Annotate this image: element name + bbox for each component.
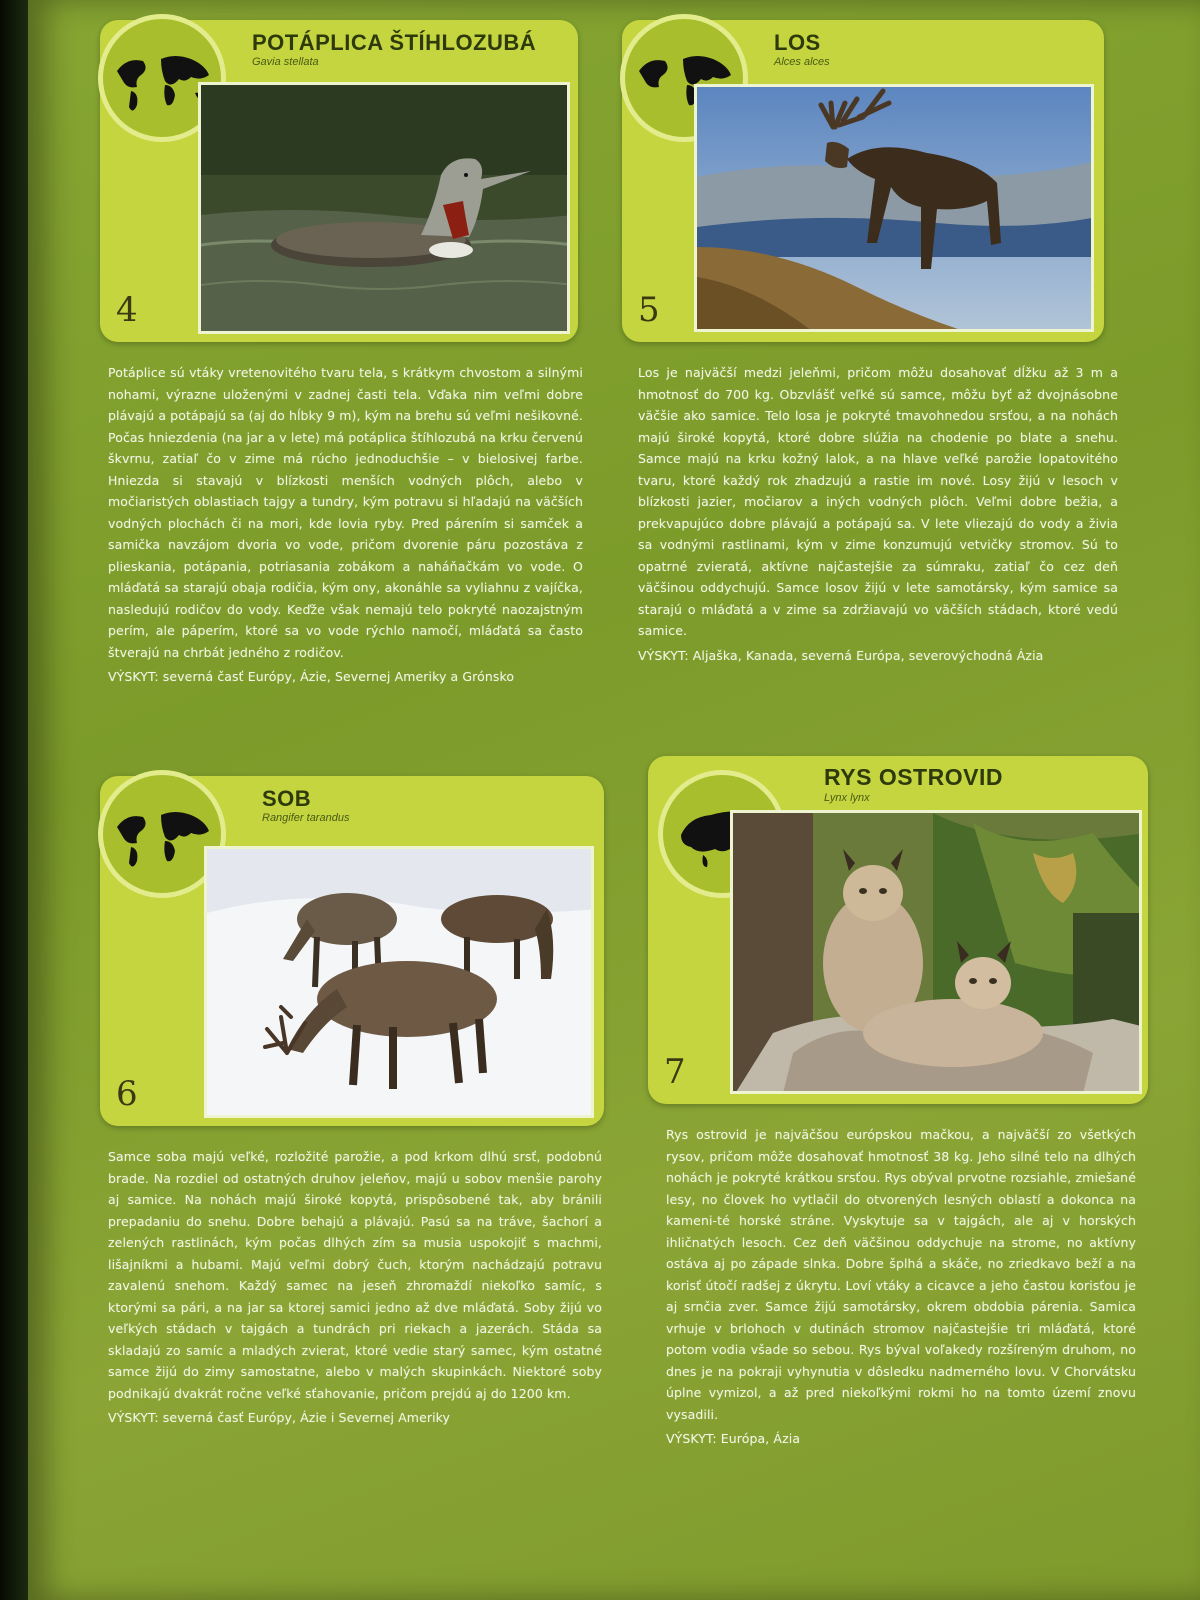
card-number: 4 <box>116 290 138 330</box>
occurrence-text: VÝSKYT: severná časť Európy, Ázie i Severnej Ameriky <box>108 1410 451 1425</box>
card-moose <box>622 20 1104 342</box>
card-number: 5 <box>638 290 660 330</box>
card-number: 7 <box>664 1052 686 1092</box>
description-text: Los je najväčší medzi jeleňmi, pričom môžu dosahovať dĺžku až 3 m a hmotnosť do 700 kg. Obzvlášť veľké sú samce, môžu byť až dvojnásobne väčšie ako samice. Telo losa je pokryté tmavohnedou srsťou, a na nohách majú široké kopytá, ktoré dobre slúžia na chodenie po blate a snehu. Samce majú na krku kožný lalok, a na hlave veľké parožie lopatovitého tvaru, ktoré každý rok zhadzujú a rastie im nové. Losy žijú v lesoch v blízkosti jazier, močiarov a iných vodných plôch. Veľmi dobre bežia, a prekvapujúco dobre plávajú a potápajú sa. V lete vliezajú do vody a živia sa vodnými rastlinami, kým v zime konzumujú vetvičky stromov. Sú to opatrné zvieratá, aktívne najčastejšie za súmraku, zatiaľ čo cez deň väčšinou oddychujú. Samce losov žijú v lete samotársky, kým samice sa starajú o mláďatá a v zime sa zdržiavajú vo väčších stádach, ktoré vedú samice. <box>638 365 1118 638</box>
lynx-description <box>666 1124 1136 1449</box>
animal-title: RYS OSTROVID <box>824 764 1003 790</box>
latin-name: Gavia stellata <box>252 56 319 68</box>
lynx-photo <box>730 810 1142 1094</box>
moose-description <box>638 362 1118 666</box>
occurrence-text: VÝSKYT: severná časť Európy, Ázie, Severnej Ameriky a Grónsko <box>108 669 515 684</box>
book-binding <box>0 0 28 1600</box>
description-text: Samce soba majú veľké, rozložité parožie, a pod krkom dlhú srsť, podobnú brade. Na rozdiel od ostatných druhov jeleňov, majú u sobov menšie parohy aj samice. Na nohách majú široké kopytá, prispôsobené tak, aby bránili prepadaniu do snehu. Dobre behajú a plávajú. Pasú sa na tráve, šachorí a zelených rastlinách, kým počas dlhých zím sa musia uspokojiť s machmi, lišajníkmi a hubami. Majú veľmi dobrý čuch, ktorým nachádzajú potravu zavalenú snehom. Každý samec na jeseň zhromaždí niekoľko samíc, s ktorými sa pári, a na jar sa ktorej samici jedno až dve mláďatá. Soby žijú vo veľkých stádach v tajgách a tundrách pri riekach a jazerách. Stáda sa skladajú zo samíc a mladých zvierat, ktoré vedie starý samec, kým ostatné samce žijú do zimy samostatne, alebo v malých skupinkách. Niektoré soby podnikajú dvakrát ročne veľké sťahovanie, pričom prejdú aj do 1200 km. <box>108 1149 602 1401</box>
card-number: 6 <box>116 1074 138 1114</box>
encyclopedia-page <box>28 0 1200 1600</box>
latin-name: Alces alces <box>774 56 830 68</box>
description-text: Potáplice sú vtáky vretenovitého tvaru tela, s krátkym chvostom a silnými nohami, výrazne uloženými v zadnej časti tela. Vďaka nim veľmi dobre plávajú a potápajú sa (aj do hĺbky 9 m), kým na brehu sú veľmi nešikovné. Počas hniezdenia (na jar a v lete) má potáplica štíhlozubá na krku červenú škvrnu, zatiaľ čo v zime má rúcho jednoduchšie – v bielosivej farbe. Hniezda si stavajú v blízkosti menších vodných plôch, alebo v močiaristých oblastiach tajgy a tundry, kým potravu si hľadajú na väčších vodných plochách či na mori, kde lovia ryby. Pred párením si samček a samička navzájom dvoria vo vode, pričom dvorenie páru pozostáva z plieskania, potápania, potriasania zobákom a naháňačkám vo vode. O mláďatá sa starajú obaja rodičia, kým ony, akonáhle sa vyliahnu z vajíčka, nasledujú rodičov do vody. Keďže však nemajú telo pokryté naozajstným perím, ale páperím, ktoré sa vo vode rýchlo namočí, mláďatá sa často štverajú na chrbát jedného z rodičov. <box>108 365 583 660</box>
latin-name: Lynx lynx <box>824 792 870 804</box>
occurrence-text: VÝSKYT: Aljaška, Kanada, severná Európa, severovýchodná Ázia <box>638 647 1044 663</box>
animal-title: LOS <box>774 30 821 55</box>
animal-title: SOB <box>262 786 312 811</box>
reindeer-photo <box>204 846 594 1118</box>
latin-name: Rangifer tarandus <box>262 812 350 824</box>
card-reindeer <box>100 776 604 1126</box>
card-red-throated-loon <box>100 20 578 342</box>
card-lynx <box>648 756 1148 1104</box>
animal-title: POTÁPLICA ŠTÍHLOZUBÁ <box>252 30 537 55</box>
moose-photo <box>694 84 1094 332</box>
reindeer-description <box>108 1146 602 1428</box>
occurrence-text: VÝSKYT: Európa, Ázia <box>666 1431 801 1446</box>
loon-photo <box>198 82 570 334</box>
description-text: Rys ostrovid je najväčšou európskou mačkou, a najväčší zo všetkých rysov, pričom môže dosahovať hmotnosť 38 kg. Jeho silné telo na dlhých nohách je pokryté krátkou srsťou. Rys obýval prvotne rozsiahle, zmiešané lesy, no človek ho vytlačil do otvorených lesných oblastí a dokonca na kameni-té horské stráne. Vyskytuje sa v tajgách, ale aj v horských ihličnatých lesoch. Cez deň väčšinou oddychuje na strome, no aktívny ostáva aj po západe slnka. Dobre šplhá a skáče, no zriedkavo beží a na korisť útočí radšej z úkrytu. Loví vtáky a cicavce a jeho častou korisťou je aj srnčia zver. Samce žijú samotársky, okrem obdobia párenia. Samica vrhuje v brlohoch v dutinách stromov najčastejšie tri mláďatá, ktoré potom vodia všade so sebou. Rys býval voľakedy rozšíreným druhom, no dnes je na pokraji vyhynutia v dôsledku nadmerného lovu. V Chorvátsku úplne vymizol, a až pred niekoľkými rokmi ho na tomto území znovu vysadili. <box>666 1127 1136 1422</box>
loon-description <box>108 362 583 687</box>
